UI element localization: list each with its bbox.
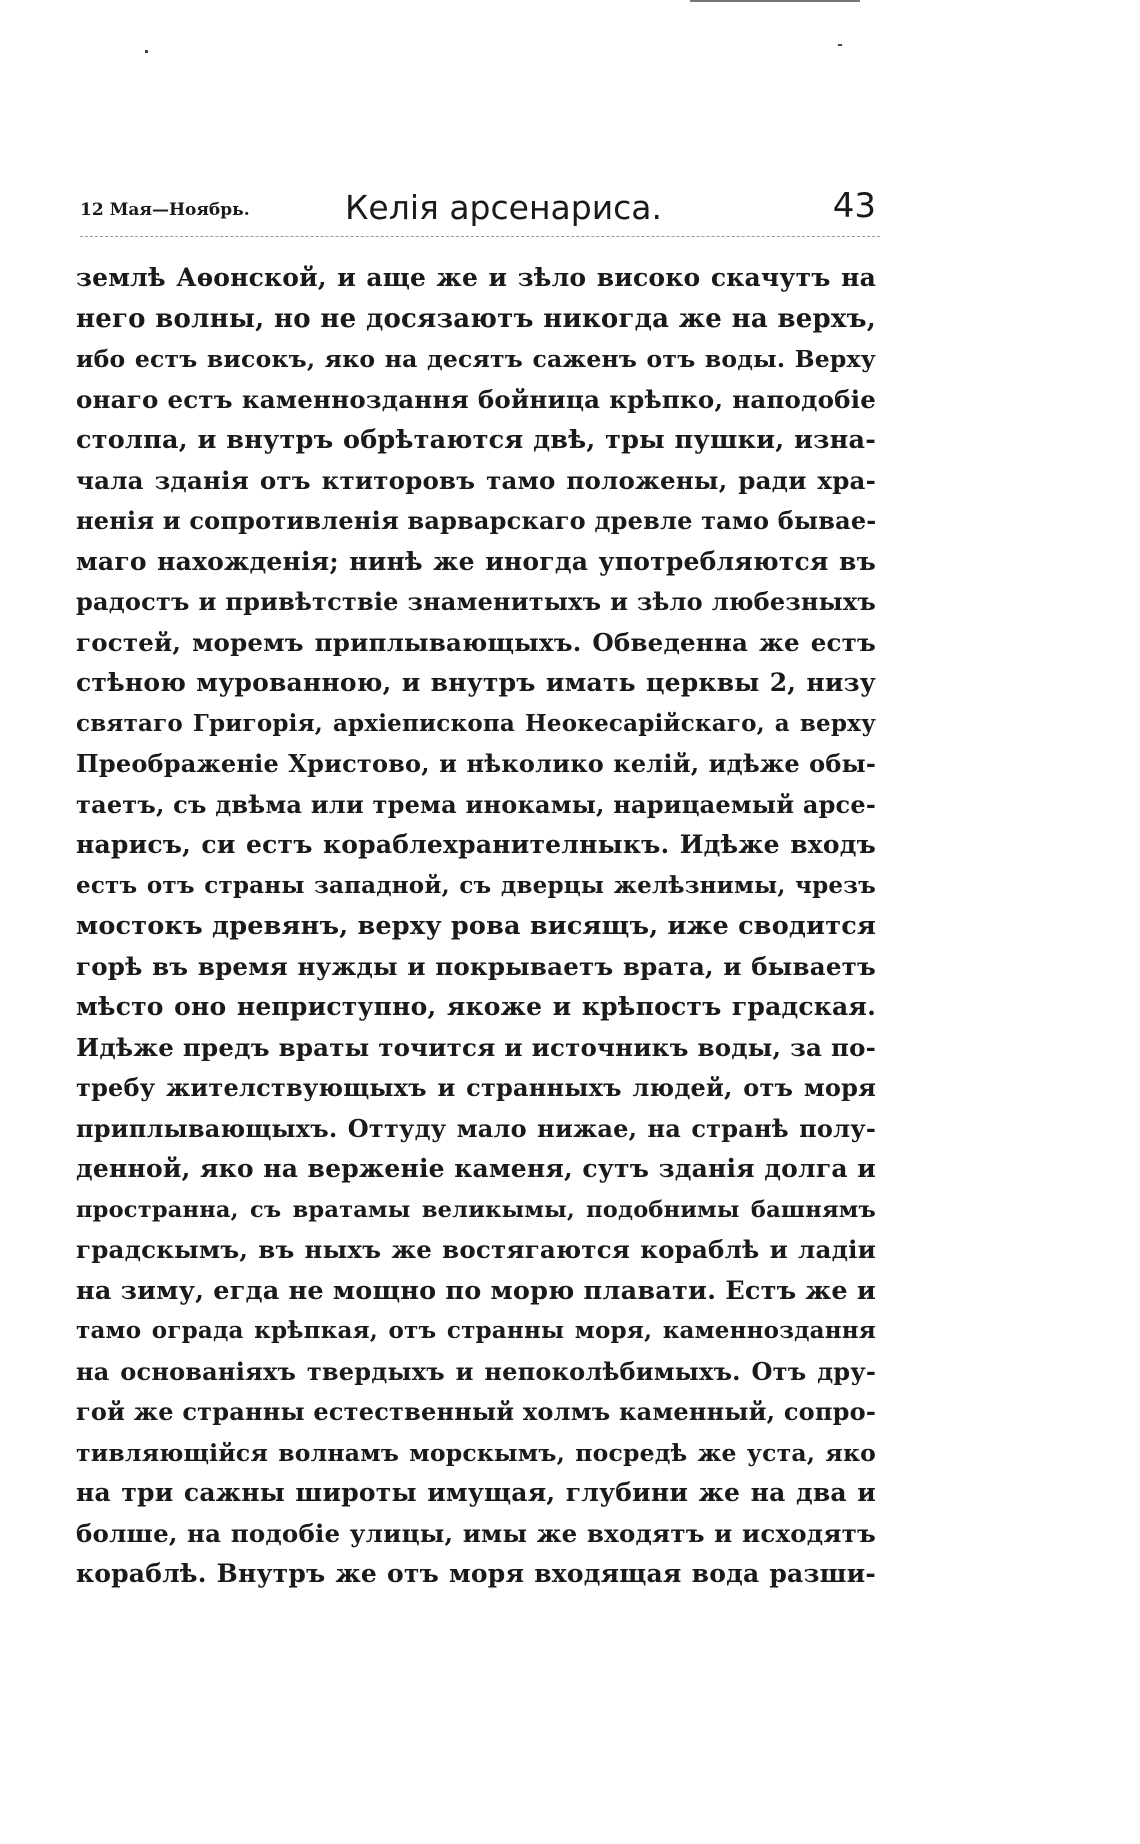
text-line: таетъ, съ двѣма или трема инокамы, нарицаемый арсе-	[76, 789, 876, 819]
body-text	[76, 258, 876, 1595]
text-line: приплывающыхъ. Оттуду мало нижае, на странѣ полу-	[76, 1113, 876, 1143]
text-line: мѣсто оно неприступно, якоже и крѣпостъ градская.	[76, 992, 876, 1021]
text-line: радостъ и привѣтствіе знаменитыхъ и зѣло любезныхъ	[76, 587, 876, 616]
text-line: нарисъ, си естъ кораблехранителныкъ. Идѣже входъ	[76, 830, 876, 859]
text-line: землѣ Аѳонской, и аще же и зѣло високо скачутъ на	[76, 263, 876, 292]
text-line: горѣ въ время нужды и покрываетъ врата, и бываетъ	[76, 951, 876, 981]
text-line: ибо естъ високъ, яко на десятъ саженъ отъ воды. Верху	[76, 345, 876, 373]
running-head-title: Келія арсенариса.	[345, 188, 662, 227]
text-line: чала зданія отъ ктиторовъ тамо положены, ради хра-	[76, 465, 876, 495]
print-speck	[145, 50, 148, 53]
text-line: естъ отъ страны западной, съ дверцы желѣзнимы, чрезъ	[76, 871, 876, 899]
page-number: 43	[832, 186, 876, 226]
text-line: тамо ограда крѣпкая, отъ странны моря, каменноздання	[76, 1317, 876, 1344]
running-head-date: 12 Мая—Ноябрь.	[80, 200, 250, 220]
text-line: столпа, и внутръ обрѣтаются двѣ, тры пушки, изна-	[76, 425, 876, 455]
top-edge-rule	[690, 0, 860, 2]
text-line: гостей, моремъ приплывающыхъ. Обведенна же естъ	[76, 627, 876, 657]
text-line: маго нахожденія; нинѣ же иногда употребляются въ	[76, 546, 876, 576]
text-line: стѣною мурованною, и внутръ имать церквы 2, низу	[76, 668, 876, 697]
header-rule	[80, 236, 880, 237]
print-speck	[838, 44, 842, 46]
text-line: на зиму, егда не мощно по морю плавати. Естъ же и	[76, 1275, 876, 1306]
text-line: мостокъ древянъ, верху рова висящъ, иже сводится	[76, 911, 876, 941]
text-line: святаго Григорія, архіепископа Неокесарійскаго, а верху	[76, 709, 876, 737]
text-line: на основаніяхъ твердыхъ и непоколѣбимыхъ. Отъ дру-	[76, 1356, 876, 1386]
text-line: кораблѣ. Внутръ же отъ моря входящая вода разши-	[76, 1559, 876, 1588]
text-line: пространна, съ вратамы великымы, подобнимы башнямъ	[76, 1196, 876, 1223]
text-line: гой же странны естественный холмъ каменный, сопро-	[76, 1397, 876, 1426]
text-line: него волны, но не досязаютъ никогда же на верхъ,	[76, 303, 876, 334]
text-line: требу жителствующыхъ и странныхъ людей, отъ моря	[76, 1073, 876, 1102]
text-line: Идѣже предъ враты точится и источникъ воды, за по-	[76, 1032, 876, 1062]
text-line: денной, яко на верженіе каменя, сутъ зданія долга и	[76, 1154, 876, 1183]
running-head	[80, 188, 880, 234]
text-line: тивляющійся волнамъ морскымъ, посредѣ же уста, яко	[76, 1438, 876, 1467]
text-line: на три сажны широты имущая, глубини же на два и	[76, 1478, 876, 1507]
text-line: градскымъ, въ ныхъ же востягаются кораблѣ и ладіи	[76, 1235, 876, 1264]
text-line: болше, на подобіе улицы, имы же входятъ и исходятъ	[76, 1518, 876, 1548]
text-line: ненія и сопротивленія варварскаго древле тамо бывае-	[76, 506, 876, 535]
text-line: Преображеніе Христово, и нѣколико келій, идѣже обы-	[76, 749, 876, 778]
text-line: онаго естъ каменноздання бойница крѣпко, наподобіе	[76, 384, 876, 414]
